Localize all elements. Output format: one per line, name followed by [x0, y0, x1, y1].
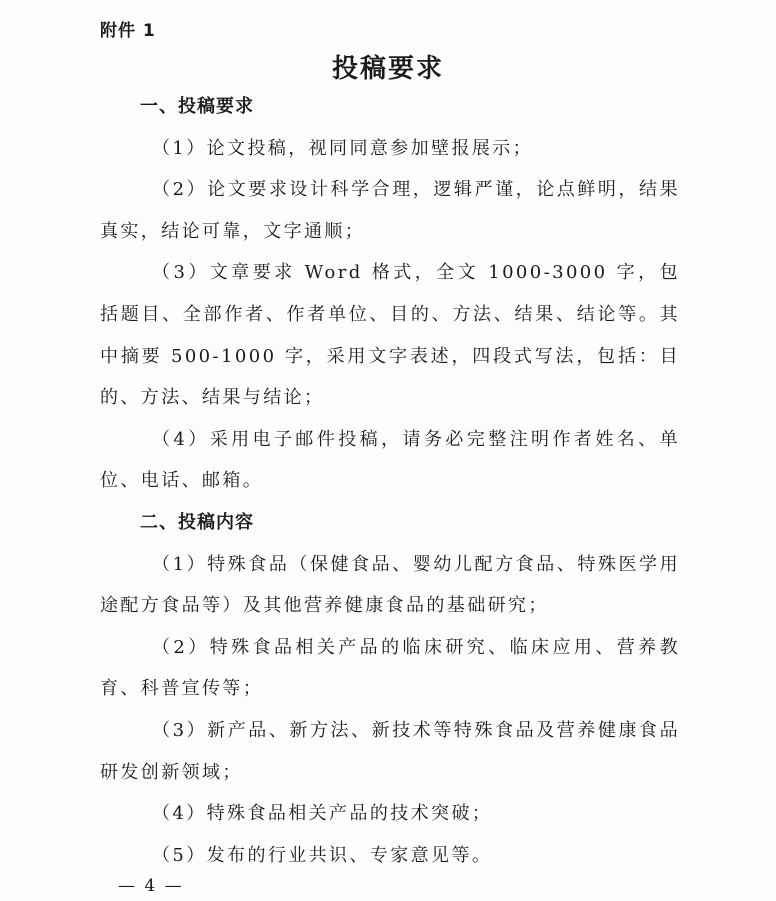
paragraph: （1）特殊食品（保健食品、婴幼儿配方食品、特殊医学用途配方食品等）及其他营养健康食品的基础研究； [100, 553, 680, 617]
paragraph: （2）论文要求设计科学合理，逻辑严谨，论点鲜明，结果真实，结论可靠，文字通顺； [100, 179, 680, 242]
section-heading: 二、投稿内容 [140, 511, 254, 533]
document-body [100, 86, 680, 876]
document-title: 投稿要求 [331, 54, 444, 84]
paragraph: （3）文章要求 Word 格式，全文 1000-3000 字，包括题目、全部作者、作者单位、目的、方法、结果、结论等。其中摘要 500-1000 字，采用文字表述，四段式写法，包括：目的、方法、结果与结论； [100, 262, 680, 409]
paragraph: （1）论文投稿，视同同意参加壁报展示； [152, 137, 534, 159]
section-heading: 一、投稿要求 [140, 96, 254, 117]
attachment-label: 附件 1 [100, 21, 156, 41]
paragraph: （5）发布的行业共识、专家意见等。 [152, 844, 493, 866]
paragraph: （2）特殊食品相关产品的临床研究、临床应用、营养教育、科普宣传等； [100, 636, 680, 700]
paragraph: （4）采用电子邮件投稿，请务必完整注明作者姓名、单位、电话、邮箱。 [100, 428, 680, 492]
paragraph: （4）特殊食品相关产品的技术突破； [152, 803, 493, 825]
paragraph: （3）新产品、新方法、新技术等特殊食品及营养健康食品研发创新领域； [100, 719, 680, 783]
page-number: — 4 — [118, 876, 184, 896]
